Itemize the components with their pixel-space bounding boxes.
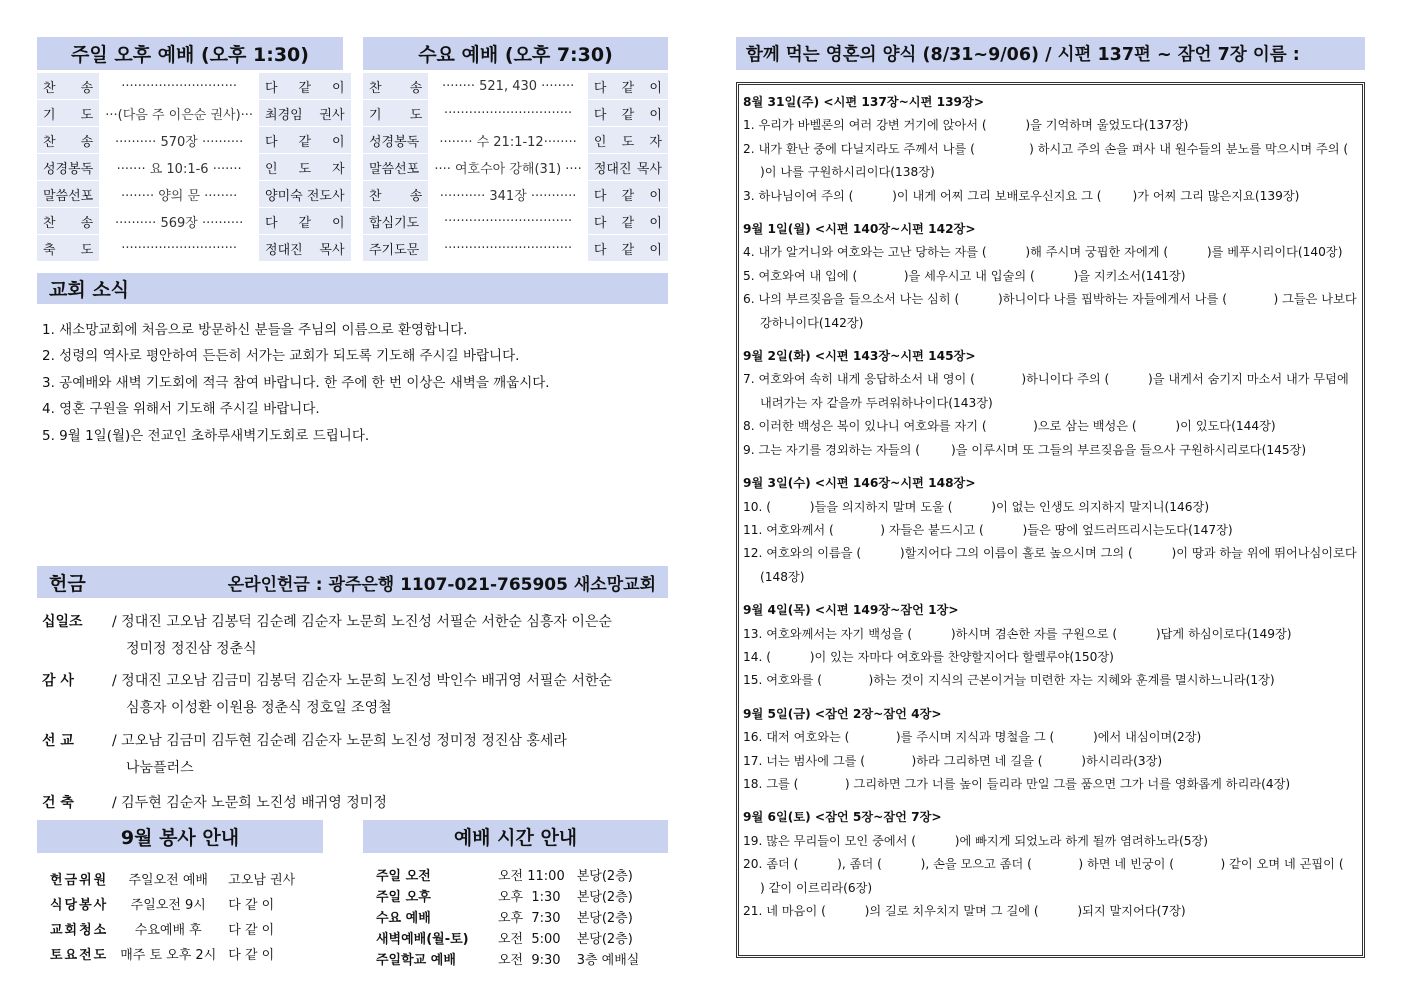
schedule-row: [363, 73, 668, 100]
schedule-item: ···(다음 주 이은순 권사)···: [99, 100, 259, 127]
offering-group: [42, 790, 668, 817]
schedule-leader: 다 같 이: [259, 73, 350, 100]
news-list: [42, 317, 550, 449]
schedule-row: [37, 100, 351, 127]
volunteer-when: 주일오전 9시: [130, 898, 206, 913]
schedule-row: [37, 127, 351, 154]
offering-names-line1: / 김두현 김순자 노문희 노진성 배귀영 정미정: [112, 795, 387, 811]
worship-name: 주일학교 예배: [376, 953, 456, 968]
reading-question: 11. 여호와께서 ( ) 자들은 붙드시고 ( )들은 땅에 엎드러뜨리시는도다(147장): [743, 522, 1233, 537]
reading-quiz: [743, 91, 1387, 923]
offering-category: 건 축: [42, 795, 74, 811]
reading-question: 9. 그는 자기를 경외하는 자들의 ( )을 이루시며 또 그들의 부르짖음을 들으사 구원하시리로다(145장): [743, 442, 1307, 457]
schedule-label: 성경봉독: [363, 127, 428, 154]
reading-question: 1. 우리가 바벨론의 여러 강변 거기에 앉아서 ( )을 기억하며 울었도다(137장): [743, 118, 1189, 133]
schedule-label: 주기도문: [363, 235, 428, 262]
worship-time-row: [370, 885, 645, 906]
schedule-leader: 최경임 권사: [259, 100, 350, 127]
schedule-leader: 인 도 자: [259, 154, 350, 181]
worship-times-title: 예배 시간 안내: [363, 820, 668, 853]
volunteer-when: 주일오전 예배: [128, 873, 208, 888]
reading-question: 12. 여호와의 이름을 ( )할지어다 그의 이름이 홀로 높으시며 그의 ( )이 땅과 하늘 위에 뛰어나심이로다(148장): [743, 546, 1357, 584]
worship-time-row: [370, 864, 645, 885]
reading-question: 18. 그를 ( ) 그리하면 그가 너를 높이 들리라 만일 그를 품으면 그가 너를 영화롭게 하리라(4장): [743, 776, 1291, 791]
reading-day-heading: 8월 31일(주) <시편 137장~시편 139장>: [743, 95, 985, 109]
worship-time: 오전 11:00: [498, 869, 565, 884]
schedule-item: ········ 양의 문 ········: [99, 181, 259, 208]
schedule-label: 찬 송: [37, 127, 99, 154]
schedule-leader: 다 같 이: [588, 73, 668, 100]
schedule-label: 찬 송: [363, 181, 428, 208]
schedule-item: ····························: [99, 73, 259, 100]
schedule-item: ·········· 570장 ··········: [99, 127, 259, 154]
reading-day-heading: 9월 4일(목) <시편 149장~잠언 1장>: [743, 603, 959, 618]
news-title: 교회 소식: [37, 273, 668, 304]
schedule-item: ······· 요 10:1-6 ·······: [99, 154, 259, 181]
schedule-row: [363, 235, 668, 262]
schedule-item: ·······························: [428, 208, 588, 235]
offering-category: 선 교: [42, 733, 74, 749]
volunteer-role: 토요전도: [50, 948, 109, 963]
reading-question: 20. 좀더 ( ), 좀더 ( ), 손을 모으고 좀더 ( ) 하면 네 빈궁이 ( ) 같이 오며 네 곤핍이 ( ) 같이 이르리라(6장): [743, 857, 1383, 895]
worship-time-row: [370, 948, 645, 969]
volunteer-when: 매주 토 오후 2시: [120, 948, 217, 963]
offering-names-line1: / 고오남 김금미 김두현 김순례 김순자 노문희 노진성 정미정 정진삼 홍세라: [112, 733, 567, 749]
volunteer-who: 다 같 이: [228, 923, 275, 938]
schedule-item: ·······························: [428, 235, 588, 262]
schedule-row: [363, 100, 668, 127]
offering-group: [42, 728, 668, 782]
offering-names-line2: 심흥자 이성환 이원용 정춘식 정호일 조영철: [126, 700, 392, 716]
offering-names-line1: / 정대진 고오남 김금미 김봉덕 김순자 노문희 노진성 박인수 배귀영 서필순 서한순: [112, 673, 612, 689]
reading-question: 5. 여호와여 내 입에 ( )을 세우시고 내 입술의 ( )을 지키소서(141장): [743, 268, 1186, 283]
schedule-row: [37, 235, 351, 262]
schedule-row: [363, 154, 668, 181]
schedule-item: ·······························: [428, 100, 588, 127]
worship-name: 주일 오후: [376, 890, 431, 905]
volunteer-row: [44, 916, 301, 941]
news-item: 1. 새소망교회에 처음으로 방문하신 분들을 주님의 이름으로 환영합니다.: [42, 322, 468, 338]
offering-names-line1: / 정대진 고오남 김봉덕 김순례 김순자 노문희 노진성 서필순 서한순 심흥자 이은순: [112, 614, 612, 630]
reading-question: 7. 여호와여 속히 내게 응답하소서 내 영이 ( )하니이다 주의 ( )을 내게서 숨기지 마소서 내가 무덤에 내려가는 자 같을까 두려워하나이다(143장): [743, 372, 1353, 410]
schedule-item: ····························: [99, 235, 259, 262]
volunteer-table: [44, 866, 301, 966]
sunday-pm-title: 주일 오후 예배 (오후 1:30): [37, 37, 343, 70]
schedule-row: [37, 181, 351, 208]
news-item: 3. 공예배와 새벽 기도회에 적극 참여 바랍니다. 한 주에 한 번 이상은 새벽을 깨웁시다.: [42, 374, 550, 391]
schedule-row: [37, 208, 351, 235]
reading-day-heading: 9월 5일(금) <잠언 2장~잠언 4장>: [743, 706, 942, 721]
schedule-label: 말씀선포: [37, 181, 99, 208]
reading-question: 8. 이러한 백성은 복이 있나니 여호와를 자기 ( )으로 삼는 백성은 ( )이 있도다(144장): [743, 419, 1276, 434]
news-item: 5. 9월 1일(월)은 전교인 초하루새벽기도회로 드립니다.: [42, 427, 370, 444]
schedule-label: 축 도: [37, 235, 99, 262]
volunteer-row: [44, 866, 301, 891]
worship-place: 본당(2층): [576, 932, 633, 947]
reading-question: 10. ( )들을 의지하지 말며 도울 ( )이 없는 인생도 의지하지 말지니(146장): [743, 499, 1210, 514]
worship-place: 본당(2층): [576, 869, 633, 884]
schedule-leader: 인 도 자: [588, 127, 668, 154]
worship-place: 본당(2층): [576, 911, 633, 926]
offering-names-line2: 나눔플러스: [126, 760, 194, 776]
schedule-label: 기 도: [363, 100, 428, 127]
news-item: 4. 영혼 구원을 위해서 기도해 주시길 바랍니다.: [42, 401, 320, 418]
reading-day-heading: 9월 6일(토) <잠언 5장~잠언 7장>: [743, 810, 942, 825]
volunteer-who: 다 같 이: [228, 948, 275, 963]
schedule-item: ··········· 341장 ···········: [428, 181, 588, 208]
worship-name: 주일 오전: [376, 869, 431, 884]
reading-question: 6. 나의 부르짖음을 들으소서 나는 심히 ( )하니이다 나를 핍박하는 자들에게서 나를 ( ) 그들은 나보다 강하니이다(142장): [743, 292, 1361, 330]
news-item: 2. 성령의 역사로 평안하여 든든히 서가는 교회가 되도록 기도해 주시길 바랍니다.: [42, 348, 520, 365]
offering-category: 감 사: [42, 673, 74, 689]
schedule-item: ·········· 569장 ··········: [99, 208, 259, 235]
schedule-item: ···· 여호수아 강해(31) ····: [428, 154, 588, 181]
reading-title: 함께 먹는 영혼의 양식 (8/31~9/06) / 시편 137편 ~ 잠언 7장 이름 :: [736, 37, 1365, 70]
offering-group: [42, 609, 668, 663]
schedule-label: 성경봉독: [37, 154, 99, 181]
worship-place: 본당(2층): [576, 890, 633, 905]
reading-question: 16. 대저 여호와는 ( )를 주시며 지식과 명철을 그 ( )에서 내심이며(2장): [743, 730, 1202, 745]
schedule-label: 합심기도: [363, 208, 428, 235]
worship-name: 수요 예배: [376, 911, 431, 926]
worship-time-row: [370, 906, 645, 927]
volunteer-title: 9월 봉사 안내: [37, 820, 323, 853]
reading-question: 17. 너는 범사에 그를 ( )하라 그리하면 네 길을 ( )하시리라(3장): [743, 753, 1163, 768]
schedule-row: [37, 73, 351, 100]
volunteer-role: 식당봉사: [50, 898, 109, 913]
offering-header: [37, 566, 668, 598]
schedule-leader: 다 같 이: [588, 235, 668, 262]
schedule-leader: 정대진 목사: [259, 235, 350, 262]
schedule-label: 말씀선포: [363, 154, 428, 181]
schedule-leader: 다 같 이: [588, 100, 668, 127]
schedule-item: ········ 521, 430 ········: [428, 73, 588, 100]
reading-question: 2. 내가 환난 중에 다닐지라도 주께서 나를 ( ) 하시고 주의 손을 펴사 내 원수들의 분노를 막으시며 주의 ( )이 나를 구원하시리이다(138장): [743, 141, 1387, 180]
schedule-row: [363, 127, 668, 154]
schedule-leader: 다 같 이: [259, 208, 350, 235]
volunteer-role: 헌금위원: [50, 873, 109, 888]
reading-day-heading: 9월 2일(화) <시편 143장~시편 145장>: [743, 349, 976, 364]
reading-question: 4. 내가 알거니와 여호와는 고난 당하는 자를 ( )해 주시며 궁핍한 자에게 ( )를 베푸시리이다(140장): [743, 245, 1343, 260]
schedule-label: 찬 송: [363, 73, 428, 100]
worship-time: 오후 1:30: [498, 890, 561, 905]
schedule-row: [363, 208, 668, 235]
reading-question: 13. 여호와께서는 자기 백성을 ( )하시며 겸손한 자를 구원으로 ( )답게 하심이로다(149장): [743, 626, 1292, 641]
sunday-pm-schedule: [37, 72, 351, 261]
volunteer-when: 수요예배 후: [134, 923, 202, 938]
schedule-item: ········ 수 21:1-12········: [428, 127, 588, 154]
worship-time-row: [370, 927, 645, 948]
wednesday-schedule: [363, 72, 668, 261]
reading-day-heading: 9월 1일(월) <시편 140장~시편 142장>: [743, 222, 976, 237]
reading-day-heading: 9월 3일(수) <시편 146장~시편 148장>: [743, 476, 976, 491]
offering-category: 십일조: [42, 614, 83, 630]
volunteer-row: [44, 891, 301, 916]
schedule-row: [37, 154, 351, 181]
reading-question: 15. 여호와를 ( )하는 것이 지식의 근본이거늘 미련한 자는 지혜와 훈계를 멸시하느니라(1장): [743, 673, 1275, 688]
online-offering-account: 온라인헌금 : 광주은행 1107-021-765905 새소망교회: [227, 574, 656, 595]
volunteer-who: 다 같 이: [228, 898, 275, 913]
offering-title: 헌금: [49, 572, 86, 595]
reading-question: 3. 하나님이여 주의 ( )이 내게 어찌 그리 보배로우신지요 그 ( )가 어찌 그리 많은지요(139장): [743, 188, 1300, 203]
worship-name: 새벽예배(월-토): [376, 932, 469, 947]
worship-time: 오전 5:00: [498, 932, 561, 947]
wednesday-title: 수요 예배 (오후 7:30): [363, 37, 668, 70]
worship-time: 오후 7:30: [498, 911, 561, 926]
worship-time: 오전 9:30: [498, 953, 561, 968]
schedule-leader: 다 같 이: [588, 181, 668, 208]
schedule-label: 찬 송: [37, 73, 99, 100]
schedule-leader: 양미숙 전도사: [259, 181, 350, 208]
worship-times-table: [370, 864, 645, 969]
volunteer-role: 교회청소: [50, 923, 109, 938]
schedule-leader: 정대진 목사: [588, 154, 668, 181]
reading-question: 21. 네 마음이 ( )의 길로 치우치지 말며 그 길에 ( )되지 말지어다(7장): [743, 904, 1186, 918]
reading-question: 19. 많은 무리들이 모인 중에서 ( )에 빠지게 되었노라 하게 될까 염려하노라(5장): [743, 833, 1209, 848]
volunteer-row: [44, 941, 301, 966]
schedule-leader: 다 같 이: [588, 208, 668, 235]
offering-group: [42, 668, 668, 722]
schedule-row: [363, 181, 668, 208]
schedule-leader: 다 같 이: [259, 127, 350, 154]
offering-names-line2: 정미정 정진삼 정춘식: [126, 641, 257, 657]
volunteer-who: 고오남 권사: [228, 873, 296, 888]
schedule-label: 찬 송: [37, 208, 99, 235]
schedule-label: 기 도: [37, 100, 99, 127]
worship-place: 3층 예배실: [576, 953, 640, 968]
reading-question: 14. ( )이 있는 자마다 여호와를 찬양할지어다 할렐루야(150장): [743, 649, 1114, 664]
